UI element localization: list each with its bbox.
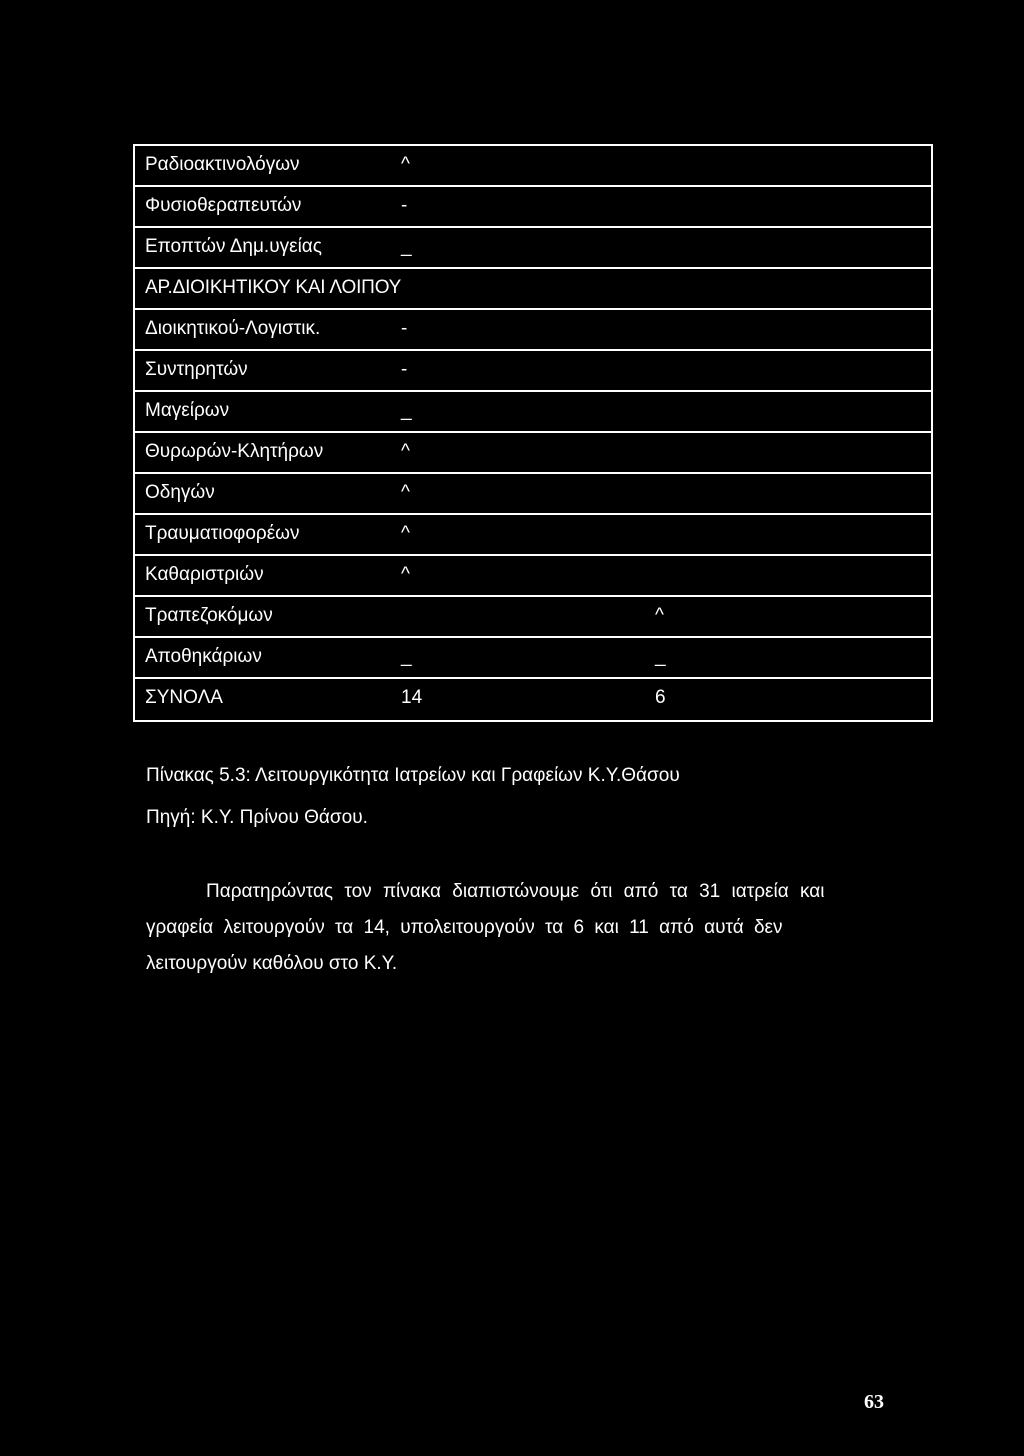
row-label: Καθαριστριών bbox=[145, 564, 264, 585]
row-label: Φυσιοθεραπευτών bbox=[145, 195, 302, 216]
row-value-col2: ^ bbox=[401, 154, 410, 175]
row-value-col2: - bbox=[401, 195, 408, 216]
paragraph-line: γραφεία λειτουργούν τα 14, υπολειτουργούν τα 6 και 11 από αυτά δεν bbox=[146, 917, 783, 938]
section-label: ΑΡ.ΔΙΟΙΚΗΤΙΚΟΥ ΚΑΙ ΛΟΙΠΟΥ bbox=[145, 277, 402, 298]
table-row bbox=[135, 228, 931, 269]
table-row bbox=[135, 392, 931, 433]
row-label: Θυρωρών-Κλητήρων bbox=[145, 441, 324, 462]
totals-label: ΣΥΝΟΛΑ bbox=[145, 687, 223, 708]
table-section-row bbox=[135, 269, 931, 310]
table-source: Πηγή: Κ.Υ. Πρίνου Θάσου. bbox=[146, 807, 368, 828]
row-label: Οδηγών bbox=[145, 482, 215, 503]
row-value-col2: - bbox=[401, 359, 408, 380]
row-label: Εποπτών Δημ.υγείας bbox=[145, 236, 322, 257]
table-row bbox=[135, 187, 931, 228]
table-row bbox=[135, 515, 931, 556]
row-value-col2: _ bbox=[401, 236, 412, 257]
table-row bbox=[135, 433, 931, 474]
table-row bbox=[135, 474, 931, 515]
table-row bbox=[135, 597, 931, 638]
row-label: Τραπεζοκόμων bbox=[145, 605, 273, 626]
row-label: Τραυματιοφορέων bbox=[145, 523, 300, 544]
table-caption: Πίνακας 5.3: Λειτουργικότητα Ιατρείων και Γραφείων Κ.Υ.Θάσου bbox=[146, 765, 680, 786]
row-value-col2: _ bbox=[401, 400, 412, 421]
body-paragraph bbox=[146, 874, 924, 982]
row-label: Μαγείρων bbox=[145, 400, 230, 421]
row-label: Αποθηκάριων bbox=[145, 646, 262, 667]
row-value-col2: ^ bbox=[401, 482, 410, 503]
totals-value-col3: 6 bbox=[655, 687, 666, 708]
row-value-col2: ^ bbox=[401, 564, 410, 585]
row-value-col3: ^ bbox=[655, 605, 664, 626]
totals-value-col2: 14 bbox=[401, 687, 423, 708]
paragraph-line: λειτουργούν καθόλου στο Κ.Υ. bbox=[146, 953, 398, 974]
table-row bbox=[135, 310, 931, 351]
row-value-col3: _ bbox=[655, 646, 666, 667]
row-label: Ραδιοακτινολόγων bbox=[145, 154, 300, 175]
row-label: Συντηρητών bbox=[145, 359, 248, 380]
table-totals-row bbox=[135, 679, 931, 720]
row-value-col2: - bbox=[401, 318, 408, 339]
row-label: Διοικητικού-Λογιστικ. bbox=[145, 318, 321, 339]
table-row bbox=[135, 351, 931, 392]
table-row bbox=[135, 638, 931, 679]
paragraph-line: Παρατηρώντας τον πίνακα διαπιστώνουμε ότι από τα 31 ιατρεία και bbox=[206, 881, 825, 902]
row-value-col2: ^ bbox=[401, 441, 410, 462]
table-row bbox=[135, 146, 931, 187]
staff-table bbox=[133, 144, 933, 722]
table-row bbox=[135, 556, 931, 597]
row-value-col2: _ bbox=[401, 646, 412, 667]
row-value-col2: ^ bbox=[401, 523, 410, 544]
page-number: 63 bbox=[864, 1391, 884, 1413]
